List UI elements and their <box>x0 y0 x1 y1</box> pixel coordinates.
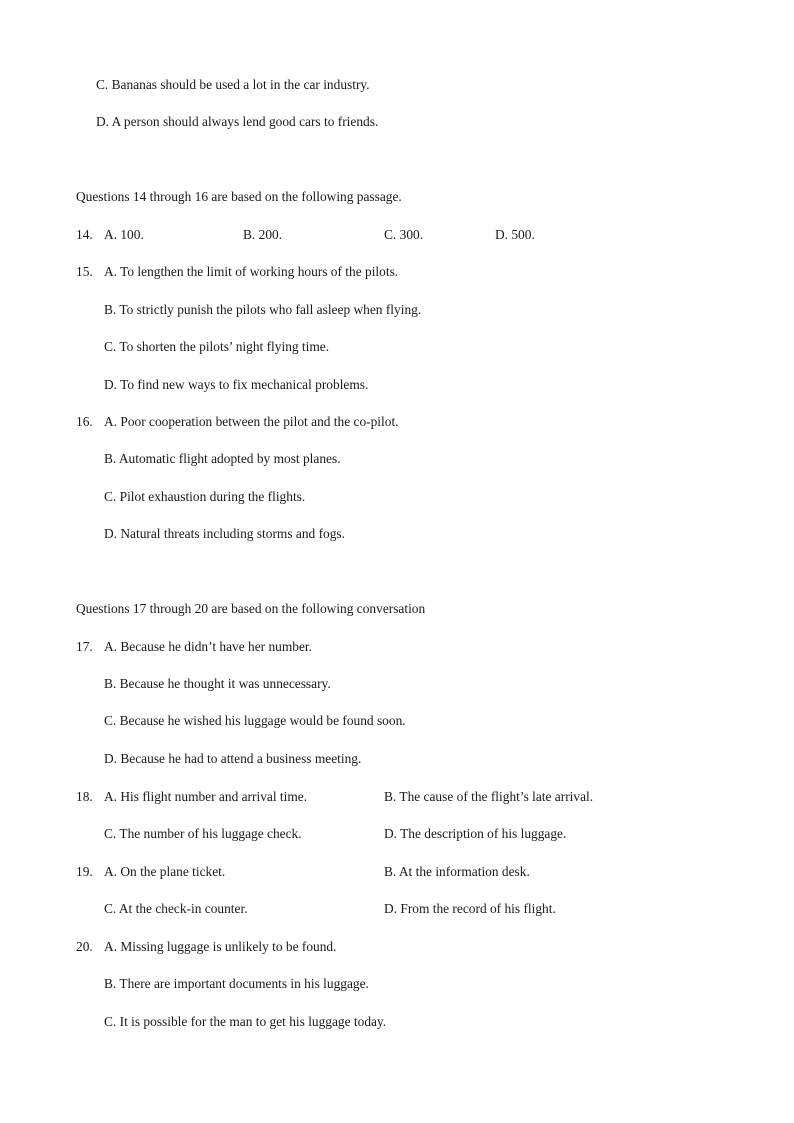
q16-option-b: B. Automatic flight adopted by most planes. <box>104 451 341 466</box>
q20-option-b: B. There are important documents in his luggage. <box>104 976 369 991</box>
q20-option-a: A. Missing luggage is unlikely to be found. <box>104 939 337 954</box>
section-heading-17-20: Questions 17 through 20 are based on the following conversation <box>76 601 426 616</box>
q14-option-a: A. 100. <box>104 227 144 242</box>
q14-option-d: D. 500. <box>495 227 535 242</box>
q18-option-b: B. The cause of the flight’s late arrival. <box>384 789 594 804</box>
q18-option-d: D. The description of his luggage. <box>384 826 567 841</box>
q15-option-b: B. To strictly punish the pilots who fall asleep when flying. <box>104 302 422 317</box>
q19-option-a: A. On the plane ticket. <box>104 864 226 879</box>
q14-option-b: B. 200. <box>243 227 283 242</box>
q20-option-c: C. It is possible for the man to get his luggage today. <box>104 1014 387 1029</box>
question-number-16: 16. <box>76 414 93 429</box>
prev-option-d: D. A person should always lend good cars to friends. <box>96 114 379 129</box>
question-number-18: 18. <box>76 789 93 804</box>
q17-option-b: B. Because he thought it was unnecessary. <box>104 676 331 691</box>
q17-option-c: C. Because he wished his luggage would be found soon. <box>104 713 406 728</box>
q17-option-a: A. Because he didn’t have her number. <box>104 639 312 654</box>
q15-option-a: A. To lengthen the limit of working hours of the pilots. <box>104 264 399 279</box>
q18-option-a: A. His flight number and arrival time. <box>104 789 308 804</box>
q14-option-c: C. 300. <box>384 227 424 242</box>
q16-option-c: C. Pilot exhaustion during the flights. <box>104 489 306 504</box>
q19-option-c: C. At the check-in counter. <box>104 901 248 916</box>
q16-option-d: D. Natural threats including storms and fogs. <box>104 526 345 541</box>
q17-option-d: D. Because he had to attend a business meeting. <box>104 751 362 766</box>
section-heading-14-16: Questions 14 through 16 are based on the following passage. <box>76 189 402 204</box>
prev-option-c: C. Bananas should be used a lot in the car industry. <box>96 77 370 92</box>
q18-option-c: C. The number of his luggage check. <box>104 826 302 841</box>
q19-option-d: D. From the record of his flight. <box>384 901 556 916</box>
q16-option-a: A. Poor cooperation between the pilot and the co-pilot. <box>104 414 399 429</box>
question-number-15: 15. <box>76 264 93 279</box>
question-number-20: 20. <box>76 939 93 954</box>
question-number-19: 19. <box>76 864 93 879</box>
question-number-17: 17. <box>76 639 93 654</box>
q15-option-d: D. To find new ways to fix mechanical problems. <box>104 377 369 392</box>
q19-option-b: B. At the information desk. <box>384 864 530 879</box>
q15-option-c: C. To shorten the pilots’ night flying time. <box>104 339 330 354</box>
question-number-14: 14. <box>76 227 93 242</box>
